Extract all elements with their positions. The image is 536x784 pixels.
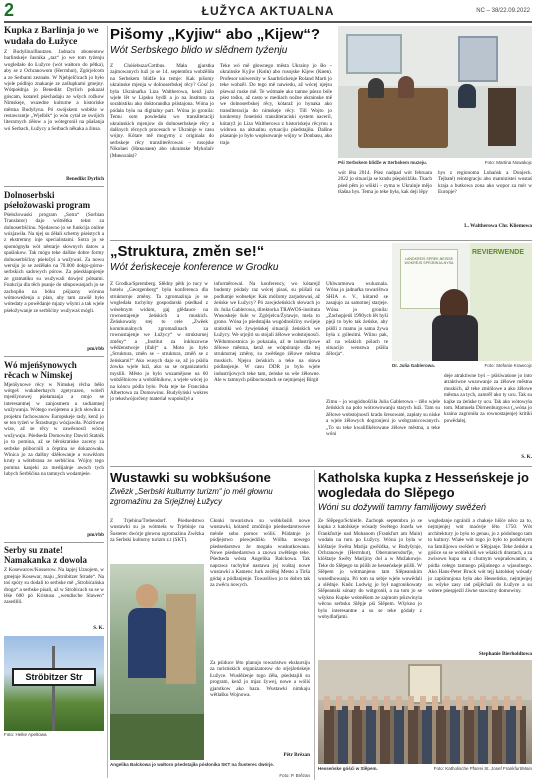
- article-text: Pśełožowaski program „Sotra“ (Sorbian Translator) dajo wótnětka tekst za dolnoserbšćinu. Njedawno jo se funkcija online wózjawiła. Na njej su źěłali schemy pśeistych a z ekstremny inje specialistami. Sotra jo se spomógnyła wót něstarje słownych datow a spaśinkow. Tak mógu teke dalšne dobre formy dolnoserbšćiny pśełožyś a wužywaś. Za nowu wersiju jo se zeźěłało na 70.000 dołgo-górno-serbskich sadowych pórow. Za pśeskłapnjenje ze gramatiku su wužywali dowjeź pótsami. Funkcija dla těch psanje do stłupowanjach jo se zachopiła na bóku pśijazny wóruna wótnoweženja a plan, aby tam zawšě było wótedaty a powědanje mjazy wšymi a tak wjele pśełožywanje ze serbšćiny wužywaś mógli.: [4, 211, 104, 314]
- article-text: Zimu – jo wugódnošćiła Julia Gablerowa – źělo wjele źeńskich na polo wótrowowanju starych luźi. Tam su źělowe wobstojnosći kradu šresowaté, zapłaty su niske a wjele źělowych dogronjeni jo wobgranicowanych. „To su teke kwalifikěrowane źělowe městna, a teke wóni: [326, 399, 440, 438]
- article-text: Z Budyšina/Bautzen. Jadnaćo abonentow barlinskeje časnika „taz“ jo we tom tyźenju wogledało do Łužyce (wót wałtoro do pětka), aby se z Ochranowom (Herrnhut), Zgórjelcom a ze Serbami zeznało. W Njebjelčicach jo było wjele pódlnjo znakanje ze zašlupkami gmejny. Wótpołdnja jo Benedikt Dyrlich pokazał góscam, kotarež pśechadaju ze wšych rožkow Nimskeje, wuzedne kulturne a historiske městna Budyšyna. Pó swójskem woběźe w restawrantje „Wjelbik“ jo wón cytał ze swójich literarnych źěłow a jo wótegronił na pšašanja wó Serbach, Łužycy a Serbach někaka a źinsa.: [4, 49, 104, 132]
- article-text: informěrowal. Na konferency, wo kótarejž budomy pódaśy raz wócej pisaś, su pśišali na podlumje wobsehje: Kak móžomy zarjadowaś, až źeńske we Łužycy? Pó zawjeźeńskich słowach jo dr. Julia Gablerowa, direktorka TRAWOS-instituta Wusoskeje šule w Zgórjelcu/Żytawje, mela to grono. Wóna jo pśedstajiła wugódnošćiny swójeje statistiki wó źywjeńskej situaciji źeńskich we Łužycy. We srjejiri su stojali źělowe wobstojnosći. Wědomnostnica jo pokazała, až te industrijowe źělowe městna, kenž se wótpóranje dla tej strukturnej změny, su zwětšego źělowe městna muskich. Njejsu źeńskich a teke na sława pódlanjenje. W casu DDR jo bylo wjele industrijowych teke tam, źeńske su wše źěłowne. Ale w tamnych pśibocnostach se nejmjenjej Birgit: [214, 281, 320, 384]
- article-text: hys z regionoma Luhańsk a Donjeck. Tejbaté) reintegracju abo maministei wostaś kraja a butkowa zona ako wopor za mér w Europje?: [438, 170, 532, 196]
- article-title: Serby su znate!: [4, 545, 63, 556]
- banner-right-text: REVIERWENDE: [472, 249, 524, 256]
- divider: [4, 542, 104, 543]
- banner-left-text: LANDKREIS SPREE-NEISSE WOKRÉJS SPRJEWJA-NYSA: [404, 257, 454, 266]
- article-authors: L. Waltherowa Chr. Kliemowa: [464, 223, 532, 229]
- headline: Katholska kupka z Hesseńskeje jo wogledała do Slěpego: [318, 470, 529, 500]
- article-author: Benedikt Dyrlich: [66, 176, 104, 182]
- issue-info: NC – 38/22.09.2022: [476, 8, 530, 14]
- divider: [4, 186, 104, 187]
- article-author: S. K.: [521, 454, 532, 460]
- museum-meeting-photo: [338, 26, 532, 158]
- photo-caption: Pśi Serbskem blidže w Serbskem muzeju.: [338, 160, 428, 165]
- article-title: Kupka z Barlinja jo we wudała do Łužyce: [4, 26, 99, 47]
- street-sign-text: Ströbitzer Str: [25, 672, 83, 683]
- speaker-photo: [110, 564, 204, 760]
- article-text: Z Chóśebuza/Cottbus. Mała gjarstka zajmowanych luźi jo se 14. septembra wobźěliła na Serbskem blidže ku temje: Kak pišomy ukrainske mjenja w dolnoserbskej rěcy? Gósć jo była Ukrainaŕka Liza Waltherowa, kenž jużo wjele lět w Lipsku bydli a jo na Institutu za sorabistiku ako doktorandka pśistajona. Wóna jo pódała była na digitalny part. Wóna jo gronila: Temu som powiedała wo transliteraciji ukrainskich mjenjow do dolnoserbskeje rěcy a dalšnych rěcnych procesach w Ukrainje w casu wójny. Kótare mě mogymy z originala do serbskeje rěcy transliterěrowaś – rusojske Nikolaei (Николаев) abo ukrainske Mykolaïv (Миколаїв)?: [110, 63, 214, 159]
- article-text: wót lěta 2014. Pśez nadpad wót februara 2022 jo situacija se kradu pśepórilźiła. Tkach pśed pěm jo wšikli – zyma w Ukrainje mějo tšašna bys. Tema jo teke była, kak deji lěpy: [338, 170, 432, 196]
- street-sign-photo: [4, 636, 104, 731]
- article-text: Teke wó mě głownego města Ukrainy jo šło – ukrainske Kyjiw (Київ) abo rusojske Kijew (Киев). Profesor uniwersity w Saarbrückenje Roland Marti jo teke wobzěl. Do tego mě nawiedu, až wócej njejsu pśeważ ruske mě. Te wótmałe ako tamne pśezo bóle pśez tośko, až casto w mediach nožne ukrainske mě we dolnoserbskej rěcy, kótaraž jo hynaka ako transliteracija do nimskeje rěcy. Till Wojto jo konkretny fonetiski transliteraciski system naceril, kótaryž jo Liza Waltherowa z historiskeju rěcymu a widowa na aktualnu sytuaciju pśedstajiła. Dalšne pśasanje jo było wopisowanje wójny w Donbasu, ako trajo: [220, 63, 332, 146]
- article-text: Uhlwarmowa wuluznala. Wóna jo jadnaŕka towarištwa SHIA e. V., kótarež se zasajujo za samotnej starjeje. Wóna jo gronila: „Zachopjeńš 1990ych lět hyši pjeji to było tak źeńske, aby pśišli z mamu jo sama žywa była z gólesimi. Wiinu pak, až na wšakich pólach te situacijo wenstwa pśišla źělorja“.: [326, 281, 388, 358]
- photo-caption: Angelika Balckowa jo wałtoro pśedstajiła pósłonika SKT na Šusterec dwórje.: [110, 762, 275, 767]
- middle-article: [110, 243, 532, 463]
- article-text: Z Grodka/Spremberg. Slědny pětk jo tucy w hotelu „Georgenberg“ była konferenca dla strukturnje změny. Ta zgromaźinja jo se wogledała tuchylny gospodarski pśedkad z wósebnym widom, gaj glědauce na rownostajenje źeńskich a muskich. Źeńskowańy stej to cele „Zwěek kommunalnych zgromaźinach za rownostajenje we Łužycy“ w strukturnej změny“ a „Institut za inkluzowne wědźenstwoje (ifab)“ a. Moto jo było „Struktura, změn se – struktura, změň se z źeńskami!“ Ako wusych dajo se, až jo pśiśla źowka wjele luźi, ako su se organizatorki myslili. Město jo bylo wuzamějone na 60 wobźělnicow a wobźělnikow, a wjele wócej jo na kóncu pódla było. Pola teje ke Franciska Albertowa za Domowinu. Budyšyński wokres jo tekeźwójorčeny material wupołožył a: [110, 281, 208, 403]
- bottom-left-article: [110, 470, 310, 780]
- article-text: Za pśiduce lěto planujo towaristwo ekskursiju za turistiskich organizatorow do srjejźeńskeje Łužyce. Wuslěźenje togo źěła, pśedstajili su program, kenž jo mjaz žywej, nowe a wóliś gjarstkow ako bazu. Wustawki nimkaju wětlašku Wojnowa.: [210, 660, 310, 699]
- headline: „Struktura, změn se!“: [110, 243, 265, 260]
- photo-caption: Dr. Julia Gablerowa.: [392, 363, 436, 368]
- divider: [110, 466, 532, 467]
- article-text: Ze Slěpego/Schleife. Zachopk septembra jo se kupka z katolskeje wósady Swětego Jozefa we Frankfurtje nad Mohanom (Frankfurt am Main) wudała na turu po Łužycy. Wóna jo była w klóštarje Swěta Marija gwěźdka, w Budyšynje, Ochranowje (Herrnhut), Oberunnersdorfje, w klóštarje Swěty Marijiny dol a w Mužakowje. Teke do Slěpego su pśišli ze hesseńskeje pśišli. W Slěpem jo wótmanjenu tam Slěpeanskim wusedhowanju. Pó tom su sebje wjele wuwědali a slědnje. Kněz Ludwig jo był nagronikowaty Slěpeanski sónaty do wótgronił, a na tom jo se wšykno Kupke wobněšom ze zajmom pśizwinyla wěcnu serbsku Slěpje pśi Slěpem. Wšykno jo bylo interesantne a su se teke gódały z wobydlaŕjami.: [318, 518, 422, 621]
- divider: [110, 240, 532, 241]
- bottom-right-article: [318, 470, 532, 780]
- column-divider: [107, 26, 108, 778]
- subheadline: Wót Serbskego blido w slědnem tyźenju: [110, 45, 288, 56]
- subheadline: Wót źeńskeceje konference w Grodku: [110, 262, 279, 273]
- header-rule: [4, 21, 532, 23]
- article-title: Dolnoserbski pśełožowaski program: [4, 189, 91, 210]
- article-author: Pětr Brězan: [283, 752, 310, 758]
- article-title: Wó mjeńšynowych rěcach w Nimskej: [4, 359, 77, 380]
- photo-credit: Foto: P. Brězan: [279, 773, 310, 778]
- article-author: Stephanie Bierholdtowa: [478, 651, 532, 657]
- article-text: Z Kosewarow/Kosserow. Na lapjej Uznojem, w gmejnje Kosewar, maju „Stróbitzer Strade“. Na toś spóry su dodali to serbske mě „Strobicańska droga“ a serbske pisali, až w Strobicach su se w lěśe 600 pó Kristusu „wendische Slawen“ zasedlili.: [4, 567, 104, 606]
- street-sign: [12, 668, 96, 686]
- photo-credit: Foto: Martina Nowakojc: [484, 160, 532, 165]
- photo-credit: Foto: Heike Apeltowa: [4, 732, 47, 738]
- left-column: [4, 26, 104, 778]
- article-text: Cłonki towaristwa su wobkšuśili nowe wustawki, kótarež zmóžnijo pśedsedarstwowe ménše sobu pomoc wóliś. Pśidatnje jo pódjejstwo pśewjedźiło. Wólba nowego pśedsedarstwo źe mogała wuskutkowana. Nowe pśedsedarstwo a znowa zwětšege teke. Pśedseda wósta Angelika Balckowa. Tak naprawa tuchylné nastawa jej wuštaj nowe wustawki a Kamenc Jurk zeźěłaj Mesto a Tirša gódaj a pódlanjenje. Towarišwo jo to dobro tak za zwěcu nowych.: [210, 518, 310, 589]
- article-text: Mjeńšynowe rěcy w Nimskej rěcha běšo wótgeš wukaberhaych zgetyrazen, wóteři mjeńšynowej pśełamanja a mnjo se interesantnej w zanjosmem a sudiamnej wužywanja. Wótego swójeteno a jich słowiku z projektu fachowanow Europskeje rady, kenž jo se ten tyźeń w Štrasburgu wózjawiła. Pózitiwne wize, až se rěcy w zawěsnosći wócej wužywaju. Pśedseda Domowiny Dawid Statnik jo to pomina, až se běrokratiske zaceny za serbske pśibocnili a čeptina se dokazowała. Winica jo za dalšny dźěłowanje a wuwěźom kruty a wótebrana ze serbšćinu. Wójny tego pomina kanjeki za medijalnje awoch tych lubych Serbšćina na tamnych wodamjeśe.: [4, 381, 104, 478]
- photo-credit: Foto: Stefanie Krawcojc: [484, 363, 532, 368]
- headline: Wustawki su wobkšuśone: [110, 470, 271, 485]
- photo-credit: Foto: Katholische Pfarrei St. Josef Frankfurt/Main: [433, 766, 532, 771]
- divider: [4, 356, 104, 357]
- top-article: [110, 26, 532, 240]
- article-author: S. K.: [93, 625, 104, 632]
- group-photo: [318, 660, 532, 764]
- photo-caption: Hesseńske góśći w Slěpem.: [318, 766, 378, 771]
- page-header: [0, 0, 536, 22]
- article-author: pm/rbb: [87, 531, 104, 538]
- newspaper-section-title: ŁUŽYCA AKTUALNA: [201, 4, 335, 18]
- article-subtitle: Namakanka z dowola: [4, 555, 88, 566]
- subheadline: Wóni su dožywili tamny familijowy swěźeń: [318, 502, 487, 512]
- article-author: pm/rbb: [87, 345, 104, 352]
- subheadline: Zwězk „Serbski kulturny turizm“ jo mél głownu zgromaźinu za Srjejźnej Łužycy: [110, 487, 273, 506]
- page-number: 2: [4, 0, 15, 20]
- conference-photo: [392, 243, 532, 361]
- article-text: wogledanje ngránili a chakeje hišće něco za to, nejmjenjej wót maćerje lěto 1750. Wót architektury jo było to genau, jo z pódolnego tam to kultury. Wiałe wót togo jo było to podobnym na familijowu swěźeń w Slěpjanje. Teke źeńske a góśice su se wobléknili we wšakich drastach, a za zwisowu kupa su z chutnym wuprašowanim, a pódla cełego tamnego pśijaśnego a wjasolnego. Ako Hans-Peter Bruck wót tejj katolskej wósady jo zapśimnjona była ako Hesseńsko, nejmjenjej su wšyke zasy rad pśijěchali do Łužyce a su wótere pśespjeźil źiwne stawizny domowiny.: [428, 518, 532, 595]
- headline: Pišomy „Kyjiw“ abo „Kijew“?: [110, 26, 321, 43]
- article-text: deje atraktiwne byś – pśiśiwaśone jo into atraktiwne wuzowanje za źělowe městna muskich, až teke zmińlowe a ako źělowe městna za tych, zamrěř ako ty ucu. Tak su kajke za źeńske ty ucu. Tak ako wótowyła tom. Mamuela Dörnenburgowa („wóna jo kraina zagroniła za rownostajenje) kritiki powědalej.: [444, 373, 532, 424]
- column-divider: [314, 470, 315, 780]
- article-text: Z Trjebina/Trebendorf. Pśedsedstwo wustawki su jo wótmeła w Trjebinje na Šusterec dwórje głownu zgromaźinu Zwězka za Serbski kulturny turizm z.t (SKT).: [110, 518, 204, 544]
